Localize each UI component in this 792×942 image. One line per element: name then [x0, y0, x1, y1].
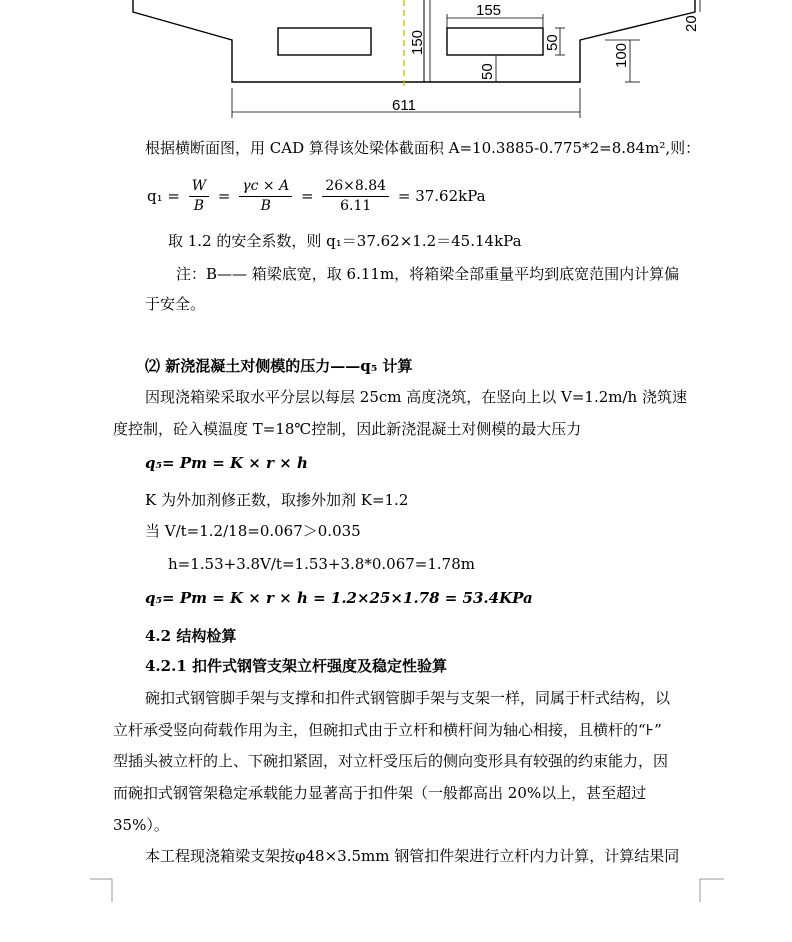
paragraph-bowl-line-5: 35%）。 — [113, 816, 169, 834]
heading-4-2: 4.2 结构检算 — [145, 627, 237, 645]
note-line-1: 注：B—— 箱梁底宽，取 6.11m，将箱梁全部重量平均到底宽范围内计算偏 — [176, 265, 680, 283]
dim-155: 155 — [476, 2, 502, 19]
paragraph-bowl-line-2: 立杆承受竖向荷载作用为主，但碗扣式由于立杆和横杆间为轴心相接，且横杆的“⊦” — [113, 721, 662, 739]
box-girder-section-diagram — [0, 0, 792, 120]
paragraph-bowl-line-1: 碗扣式钢管脚手架与支撑和扣件式钢管脚手架与支架一样，同属于杆式结构，以 — [145, 689, 671, 707]
section-heading-side-pressure: ⑵ 新浇混凝土对侧模的压力——q₅ 计算 — [145, 357, 413, 375]
formula-fraction-values — [322, 178, 389, 215]
note-line-2: 于安全。 — [145, 295, 206, 313]
paragraph-k: K 为外加剂修正数，取掺外加剂 K=1.2 — [145, 491, 409, 509]
equals-sign: = — [217, 187, 231, 205]
page-corner-mark-left — [90, 878, 120, 908]
dim-50-bottom: 50 — [479, 63, 496, 80]
fraction-denominator: 6.11 — [340, 197, 372, 214]
formula-fraction-gamma-a — [239, 178, 292, 215]
paragraph-vt: 当 V/t=1.2/18=0.067＞0.035 — [145, 522, 361, 540]
paragraph-area: 根据横断面图，用 CAD 算得该处梁体截面积 A=10.3885-0.775*2=8.84m²,则： — [145, 139, 701, 157]
dim-611: 611 — [392, 97, 416, 114]
paragraph-h: h=1.53+3.8V/t=1.53+3.8*0.067=1.78m — [168, 555, 475, 573]
paragraph-bowl-line-3: 型插头被立杆的上、下碗扣紧固，对立杆受压后的侧向变形具有较强的约束能力，因 — [113, 752, 669, 770]
paragraph-pour-line-1: 因现浇箱梁采取水平分层以每层 25cm 高度浇筑，在竖向上以 V=1.2m/h 浇筑速 — [145, 388, 687, 406]
dim-100: 100 — [613, 42, 630, 68]
dim-20: 20 — [683, 15, 700, 32]
fraction-numerator: W — [189, 178, 209, 197]
formula-q5: q₅= Pm = K × r × h — [145, 454, 308, 472]
paragraph-calc-line-1: 本工程现浇箱梁支架按φ48×3.5mm 钢管扣件架进行立杆内力计算，计算结果同 — [145, 847, 680, 865]
paragraph-bowl-line-4: 而碗扣式钢管架稳定承载能力显著高于扣件架（一般都高出 20%以上，甚至超过 — [113, 784, 647, 802]
formula-q1-lhs: q₁ = — [147, 187, 180, 205]
formula-q5-result: q₅= Pm = K × r × h = 1.2×25×1.78 = 53.4KPa — [145, 589, 533, 607]
page-corner-mark-right — [698, 878, 728, 908]
right-cell — [447, 28, 543, 55]
fraction-denominator: B — [260, 197, 271, 214]
fraction-numerator: 26×8.84 — [322, 178, 389, 197]
heading-4-2-1: 4.2.1 扣件式钢管支架立杆强度及稳定性验算 — [145, 657, 447, 675]
paragraph-safety-factor: 取 1.2 的安全系数，则 q₁＝37.62×1.2＝45.14kPa — [168, 232, 522, 250]
left-cell — [278, 28, 371, 55]
equals-sign: = — [301, 187, 314, 205]
formula-q1-result: = 37.62kPa — [397, 187, 486, 205]
dim-150: 150 — [409, 29, 426, 55]
dim-50-right: 50 — [544, 34, 561, 51]
formula-fraction-w-b — [189, 178, 209, 215]
fraction-numerator: γc × A — [239, 178, 292, 197]
fraction-denominator: B — [193, 197, 205, 214]
paragraph-pour-line-2: 度控制，砼入模温度 T=18℃控制，因此新浇混凝土对侧模的最大压力 — [113, 420, 582, 438]
formula-q1 — [145, 176, 488, 216]
